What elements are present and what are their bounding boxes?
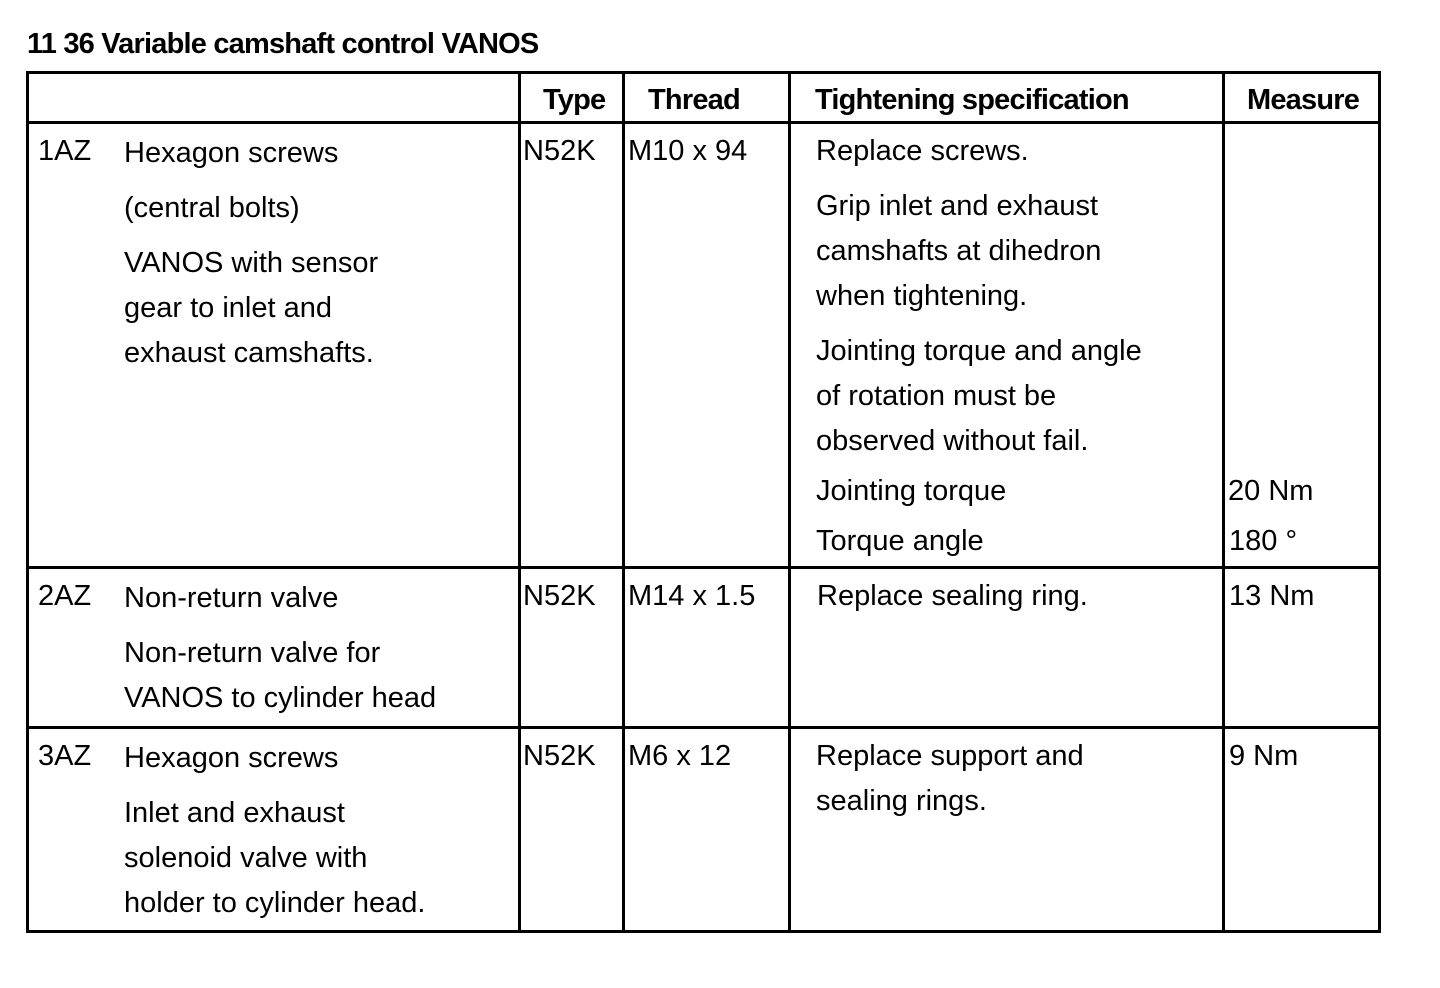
- part-note: holder to cylinder head.: [124, 887, 426, 919]
- part-note: VANOS with sensor: [124, 247, 379, 279]
- spec-line: observed without fail.: [816, 425, 1089, 457]
- part-name: Hexagon screws: [124, 137, 339, 169]
- row-divider: [29, 566, 1378, 569]
- header-type: Type: [543, 84, 606, 116]
- part-note: solenoid valve with: [124, 842, 368, 874]
- thread-size: M6 x 12: [628, 740, 732, 772]
- spec-line: Grip inlet and exhaust: [816, 190, 1099, 222]
- part-description: [124, 131, 378, 376]
- part-note: Non-return valve for: [124, 637, 381, 669]
- tightening-specification: [816, 129, 1142, 464]
- torque-spec-table: [26, 71, 1381, 933]
- engine-type: N52K: [523, 135, 596, 167]
- spec-line: camshafts at dihedron: [816, 235, 1102, 267]
- spec-line: of rotation must be: [816, 380, 1057, 412]
- measure-value: 180 °: [1229, 525, 1298, 557]
- header-measure: Measure: [1247, 84, 1360, 116]
- tightening-specification: [816, 734, 1084, 824]
- part-name: Hexagon screws: [124, 742, 339, 774]
- part-name: Non-return valve: [124, 582, 339, 614]
- column-divider: [1222, 74, 1225, 930]
- header-thread: Thread: [648, 84, 740, 116]
- column-divider: [788, 74, 791, 930]
- row-id: 3AZ: [38, 740, 92, 772]
- part-note: (central bolts): [124, 192, 300, 224]
- tightening-specification: Replace sealing ring.: [817, 580, 1088, 612]
- row-divider: [29, 121, 1378, 124]
- spec-line: Replace support and: [816, 740, 1084, 772]
- measure-value: 9 Nm: [1229, 740, 1299, 772]
- spec-line: Jointing torque: [816, 475, 1007, 507]
- column-divider: [518, 74, 521, 930]
- thread-size: M14 x 1.5: [628, 580, 756, 612]
- part-note: exhaust camshafts.: [124, 337, 374, 369]
- spec-line: Jointing torque and angle: [816, 335, 1142, 367]
- measure-value: 20 Nm: [1228, 475, 1314, 507]
- part-note: gear to inlet and: [124, 292, 332, 324]
- part-note: VANOS to cylinder head: [124, 682, 437, 714]
- header-tightening-specification: Tightening specification: [815, 84, 1129, 116]
- row-id: 2AZ: [38, 580, 92, 612]
- engine-type: N52K: [523, 740, 596, 772]
- engine-type: N52K: [523, 580, 596, 612]
- row-id: 1AZ: [38, 135, 92, 167]
- column-divider: [622, 74, 625, 930]
- part-note: Inlet and exhaust: [124, 797, 345, 829]
- spec-line: when tightening.: [816, 280, 1028, 312]
- part-description: [124, 576, 436, 721]
- measure-value: 13 Nm: [1229, 580, 1315, 612]
- spec-line: sealing rings.: [816, 785, 987, 817]
- thread-size: M10 x 94: [628, 135, 748, 167]
- page-title: 11 36 Variable camshaft control VANOS: [27, 28, 539, 60]
- spec-line: Replace screws.: [816, 135, 1029, 167]
- part-description: [124, 736, 425, 926]
- spec-line: Torque angle: [816, 525, 984, 557]
- row-divider: [29, 726, 1378, 729]
